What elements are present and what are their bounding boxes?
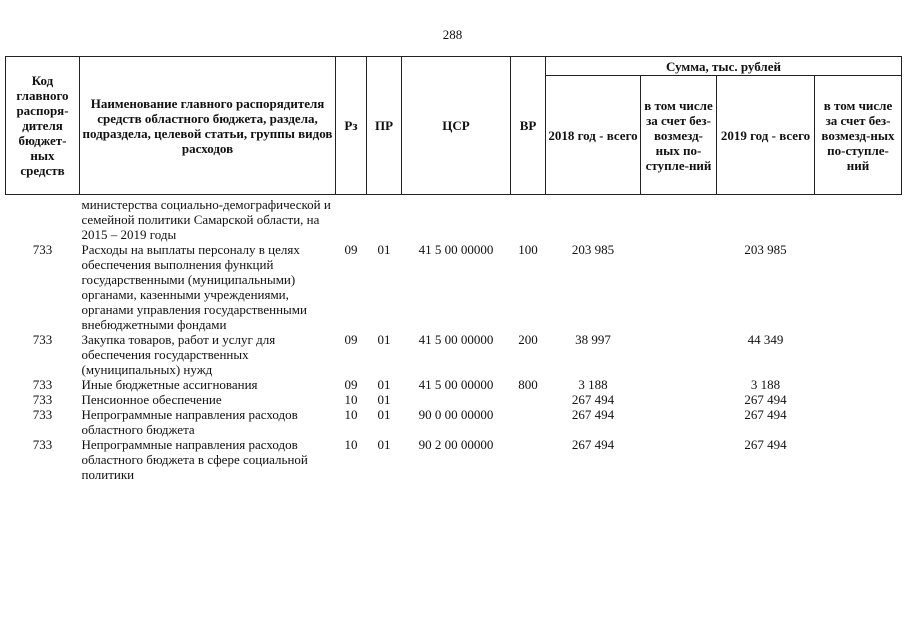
cell-pr: 01 <box>377 242 391 257</box>
cell-2019-total: 44 349 <box>747 332 784 347</box>
cell-2019-gratuitous <box>815 332 902 377</box>
cell-pr: 01 <box>377 377 391 392</box>
table-row <box>6 437 902 482</box>
cell-code: 733 <box>32 377 53 392</box>
header-code: Код главного распоря-дителя бюджет-ных средств <box>6 57 80 195</box>
header-pr: ПР <box>367 57 402 195</box>
table-row <box>6 392 902 407</box>
budget-table <box>5 56 902 482</box>
cell-2018-gratuitous <box>641 437 717 482</box>
cell-csr: 41 5 00 00000 <box>418 377 494 392</box>
cell-code: 733 <box>32 392 53 407</box>
table-row <box>6 407 902 437</box>
cell-2018-gratuitous <box>641 195 717 243</box>
cell-name: министерства социально-демографической и семейной политики Самарской области, на 2015 – 2019 годы <box>81 197 331 242</box>
cell-csr <box>402 392 511 407</box>
cell-rz: 10 <box>344 407 358 422</box>
cell-2019-total <box>717 195 815 243</box>
cell-2019-gratuitous <box>815 195 902 243</box>
table-row <box>6 195 902 243</box>
cell-pr: 01 <box>377 332 391 347</box>
header-2019-total: 2019 год - всего <box>717 76 815 195</box>
cell-2018-total: 267 494 <box>571 392 615 407</box>
cell-rz: 09 <box>344 377 358 392</box>
header-name: Наименование главного распорядителя средств областного бюджета, раздела, подраздела, целевой статьи, группы видов расходов <box>80 57 336 195</box>
table-row <box>6 377 902 392</box>
cell-2018-total: 203 985 <box>571 242 615 257</box>
cell-pr <box>367 195 402 243</box>
table-row <box>6 332 902 377</box>
cell-rz: 10 <box>344 437 358 452</box>
header-rz: Рз <box>336 57 367 195</box>
cell-2018-total: 267 494 <box>571 407 615 422</box>
cell-2018-total <box>546 195 641 243</box>
cell-vr: 100 <box>518 242 538 257</box>
cell-2019-gratuitous <box>815 242 902 332</box>
cell-2018-gratuitous <box>641 392 717 407</box>
cell-2019-gratuitous <box>815 392 902 407</box>
cell-name: Расходы на выплаты персоналу в целях обеспечения выполнения функций государственными (муниципальными) органами, казенными учреждениями, органами управления государственными внебюджетными фондами <box>81 242 307 332</box>
cell-pr: 01 <box>377 407 391 422</box>
cell-2018-total: 3 188 <box>578 377 608 392</box>
cell-2018-total: 267 494 <box>571 437 615 452</box>
cell-2019-total: 3 188 <box>750 377 781 392</box>
cell-name: Непрограммные направления расходов областного бюджета <box>81 407 298 437</box>
cell-2019-total: 267 494 <box>744 392 787 407</box>
cell-2018-gratuitous <box>641 377 717 392</box>
cell-vr: 800 <box>518 377 538 392</box>
cell-2018-gratuitous <box>641 407 717 437</box>
cell-pr: 01 <box>377 437 391 452</box>
cell-pr: 01 <box>377 392 391 407</box>
cell-csr: 90 0 00 00000 <box>418 407 494 422</box>
cell-vr <box>511 437 546 482</box>
cell-code: 733 <box>32 437 53 452</box>
header-2019-gratuitous: в том числе за счет без-возмезд-ных по-ступле-ний <box>815 76 902 195</box>
table-row <box>6 242 902 332</box>
cell-rz <box>336 195 367 243</box>
cell-2019-gratuitous <box>815 437 902 482</box>
table-body <box>6 195 902 483</box>
cell-rz: 10 <box>344 392 358 407</box>
cell-name: Пенсионное обеспечение <box>81 392 222 407</box>
cell-name: Закупка товаров, работ и услуг для обеспечения государственных (муниципальных) нужд <box>81 332 276 377</box>
cell-csr <box>402 195 511 243</box>
cell-name: Непрограммные направления расходов областного бюджета в сфере социальной политики <box>81 437 308 482</box>
cell-2019-total: 267 494 <box>744 407 787 422</box>
cell-csr: 41 5 00 00000 <box>418 242 494 257</box>
cell-code: 733 <box>32 407 53 422</box>
cell-vr <box>511 407 546 437</box>
cell-code: 733 <box>32 332 53 347</box>
header-2018-total: 2018 год - всего <box>546 76 641 195</box>
cell-2018-total: 38 997 <box>575 332 611 347</box>
cell-name: Иные бюджетные ассигнования <box>81 377 258 392</box>
cell-2018-gratuitous <box>641 242 717 332</box>
cell-code: 733 <box>32 242 53 257</box>
table-header <box>6 57 902 195</box>
header-csr: ЦСР <box>402 57 511 195</box>
cell-rz: 09 <box>344 242 358 257</box>
cell-csr: 90 2 00 00000 <box>418 437 494 452</box>
cell-vr: 200 <box>518 332 538 347</box>
cell-2019-total: 267 494 <box>744 437 787 452</box>
header-vr: ВР <box>511 57 546 195</box>
cell-rz: 09 <box>344 332 358 347</box>
cell-2019-gratuitous <box>815 377 902 392</box>
cell-code <box>6 195 80 243</box>
cell-2018-gratuitous <box>641 332 717 377</box>
cell-2019-gratuitous <box>815 407 902 437</box>
cell-vr <box>511 195 546 243</box>
cell-vr <box>511 392 546 407</box>
cell-csr: 41 5 00 00000 <box>418 332 494 347</box>
cell-2019-total: 203 985 <box>744 242 787 257</box>
page-number: 288 <box>442 27 463 42</box>
header-2018-gratuitous: в том числе за счет без-возмезд-ных по-ступле-ний <box>641 76 717 195</box>
header-sum-group: Сумма, тыс. рублей <box>546 57 902 76</box>
